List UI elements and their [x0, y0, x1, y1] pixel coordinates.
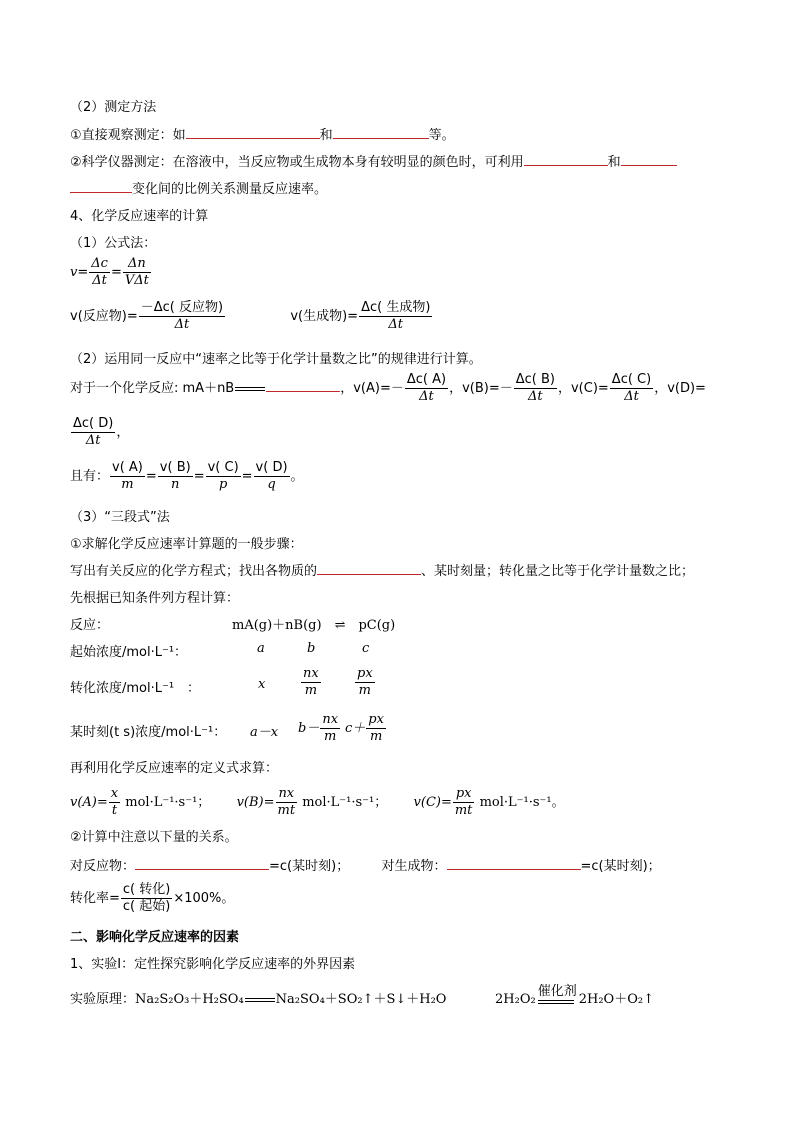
comma: ，: [116, 425, 130, 440]
method-1-suffix: 等。: [428, 128, 455, 143]
frac-react: [139, 300, 225, 333]
frac-num: x: [110, 786, 119, 801]
table-conv-px: [354, 666, 376, 699]
table-init-a: a: [257, 641, 265, 656]
v-prod-label: v(生成物)=: [290, 309, 359, 324]
frac-conversion: [121, 882, 172, 915]
unit: mol·L⁻¹·s⁻¹；: [125, 795, 211, 810]
table-t-b: [298, 712, 341, 745]
reactant-label: 对反应物：: [70, 859, 136, 874]
experiment-1-title: 1、实验Ⅰ：定性探究影响化学反应速率的外界因素: [70, 957, 356, 972]
section-4-title: 4、化学反应速率的计算: [70, 209, 209, 224]
v-react-label: v(反应物)=: [70, 309, 138, 324]
general-prefix: 对于一个化学反应: mA＋nB: [70, 381, 235, 396]
equation-2-right: 2H₂O＋O₂↑: [578, 992, 654, 1007]
frac-x-t: [109, 786, 120, 819]
equals: =: [77, 265, 89, 280]
frac-num: Δc( D): [73, 416, 114, 431]
frac-num: nx: [322, 712, 339, 727]
three-step-title: （3）“三段式”法: [70, 510, 170, 525]
method-1-and: 和: [319, 128, 333, 143]
three-step-2-prefix: 写出有关反应的化学方程式；找出各物质的: [70, 564, 318, 579]
method-1: [70, 124, 455, 143]
frac-prod: [359, 300, 432, 333]
frac-num: v( C): [207, 460, 239, 475]
vD-label: ，v(D)=: [654, 381, 706, 396]
frac-den: mt: [277, 803, 296, 818]
frac-den: Δt: [419, 389, 434, 404]
vB-label: ，v(B)=－: [449, 381, 513, 396]
ratio-equality: [70, 460, 304, 493]
frac-num: Δc( B): [515, 372, 555, 387]
three-step-3: 先根据已知条件列方程计算：: [70, 591, 240, 606]
frac-den: Δt: [388, 317, 404, 332]
frac-num: Δc( 生成物): [361, 300, 431, 315]
formula-title: （1）公式法：: [70, 236, 157, 251]
frac-den: m: [324, 729, 337, 744]
table-conv-x: x: [258, 677, 266, 692]
method-2-suffix: 变化间的比例关系测量反应速率。: [132, 182, 328, 197]
frac-dc-dt: [89, 256, 110, 289]
frac-num: Δn: [123, 256, 151, 273]
vB-eq: v(B)=: [236, 795, 275, 810]
equal-sign-double: [235, 387, 265, 391]
experiment-principle: [70, 988, 446, 1007]
frac-num: v( B): [159, 460, 191, 475]
product-suffix: =c(某时刻)；: [580, 859, 661, 874]
equals: =: [110, 265, 122, 280]
table-t-a: a－x: [250, 725, 279, 740]
frac-num: c( 转化): [122, 882, 171, 897]
vC-label: ，v(C)=: [557, 381, 609, 396]
v-symbol: v: [70, 265, 78, 280]
blank-8[interactable]: [135, 855, 269, 870]
blank-9[interactable]: [447, 855, 581, 870]
method-1-prefix: ①直接观察测定：如: [70, 128, 186, 143]
table-react-label: 反应：: [70, 618, 110, 633]
catalyst-label: 催化剂: [537, 983, 577, 999]
frac-den: VΔt: [124, 273, 149, 288]
formula-react-prod: [70, 300, 433, 333]
frac-A: [405, 372, 448, 405]
definition-formulas: [70, 786, 565, 819]
table-init-c: c: [362, 641, 370, 656]
unit-end: mol·L⁻¹·s⁻¹。: [479, 795, 565, 810]
c-plus: c＋: [345, 721, 366, 736]
blank-4[interactable]: [621, 151, 677, 166]
frac-den: Δt: [85, 433, 101, 448]
table-conv-nx: [300, 666, 322, 699]
vA-label: ，v(A)=－: [340, 381, 404, 396]
equation-2: [495, 983, 654, 1010]
three-step-1: ①求解化学反应速率计算题的一般步骤：: [70, 537, 303, 552]
frac-den: Δt: [174, 317, 190, 332]
b-minus: b－: [298, 721, 320, 736]
frac-nx-mt: [276, 786, 298, 819]
frac-px-mt: [453, 786, 475, 819]
formula-v: [70, 256, 152, 289]
frac-den: p: [218, 477, 228, 492]
frac-num: v( A): [112, 460, 143, 475]
equals: =: [241, 469, 253, 484]
frac-C: [610, 372, 653, 405]
reactant-suffix: =c(某时刻)；: [269, 859, 350, 874]
equation-2-left: 2H₂O₂: [495, 992, 536, 1007]
table-t-c: [345, 712, 387, 745]
blank-5[interactable]: [70, 178, 132, 193]
frac-B: [514, 372, 557, 405]
note-title: ②计算中注意以下量的关系。: [70, 830, 238, 845]
ratio-A: [110, 460, 145, 493]
frac-num: px: [357, 666, 373, 681]
ratio-title: （2）运用同一反应中“速率之比等于化学计量数之比”的规律进行计算。: [70, 352, 482, 367]
method-2-line-1: [70, 151, 677, 170]
frac-den: Δt: [528, 389, 543, 404]
frac-den: q: [267, 477, 276, 492]
frac-den: Δt: [92, 273, 107, 288]
vC-eq: v(C)=: [413, 795, 452, 810]
frac-num: Δc: [91, 256, 108, 271]
blank-7[interactable]: [317, 560, 421, 575]
conversion-rate: [70, 882, 234, 915]
equals: =: [145, 469, 157, 484]
table-conv-label: 转化浓度/mol·L⁻¹ ：: [70, 681, 201, 696]
method-title: （2）测定方法: [70, 100, 157, 115]
product-label: 对生成物：: [381, 859, 447, 874]
conversion-label: 转化率=: [70, 891, 120, 906]
definition-title: 再利用化学反应速率的定义式求算：: [70, 761, 279, 776]
period: 。: [290, 469, 304, 484]
general-reaction: [70, 372, 706, 405]
blank-1[interactable]: [186, 124, 320, 139]
method-2-prefix: ②科学仪器测定：在溶液中，当反应物或生成物本身有较明显的颜色时，可利用: [70, 155, 524, 170]
frac-den: m: [304, 683, 318, 698]
ratio-C: [206, 460, 241, 493]
times-100: ×100%。: [173, 891, 235, 906]
frac-num: Δc( A): [406, 372, 447, 387]
table-init-label: 起始浓度/mol·L⁻¹：: [70, 645, 188, 660]
frac-den: m: [358, 683, 371, 698]
frac-dn-vdt: [123, 256, 151, 289]
frac-den: m: [121, 477, 134, 492]
frac-num: nx: [276, 786, 298, 803]
vA-eq: v(A)=: [70, 795, 108, 810]
frac-num: nx: [303, 666, 319, 681]
equal-sign-double: [245, 998, 275, 1002]
blank-3[interactable]: [524, 151, 608, 166]
frac-den: n: [171, 477, 180, 492]
ratio-D: [254, 460, 290, 493]
frac-D: [71, 416, 115, 449]
unit: mol·L⁻¹·s⁻¹；: [302, 795, 388, 810]
blank-2[interactable]: [333, 124, 429, 139]
principle-label: 实验原理：: [70, 992, 136, 1007]
equals: =: [193, 469, 205, 484]
reactant-product-relation: [70, 855, 661, 874]
section-2-title: 二、影响化学反应速率的因素: [70, 930, 240, 945]
table-t-label: 某时刻(t s)浓度/mol·L⁻¹：: [70, 725, 227, 740]
catalyst-arrow: [538, 984, 577, 1004]
general-reaction-cont: [70, 416, 129, 449]
method-2-line-2: [70, 178, 327, 197]
frac-num: Δc( C): [611, 372, 652, 387]
frac-num: －Δc( 反应物): [140, 300, 224, 315]
frac-den: t: [111, 803, 118, 818]
frac-den: mt: [454, 803, 473, 818]
equation-1-left: Na₂S₂O₃＋H₂SO₄: [135, 992, 244, 1007]
blank-6[interactable]: [266, 377, 340, 392]
and-has-label: 且有：: [70, 469, 110, 484]
frac-den: m: [369, 729, 383, 744]
frac-num: v( D): [255, 460, 288, 475]
three-step-2: [70, 560, 694, 579]
table-equation: mA(g)＋nB(g) ⇌ pC(g): [232, 618, 396, 633]
frac-num: px: [368, 712, 384, 727]
frac-den: Δt: [624, 389, 639, 404]
frac-den: c( 起始): [122, 899, 171, 914]
frac-num: px: [453, 786, 475, 803]
three-step-2-suffix: 、某时刻量；转化量之比等于化学计量数之比；: [421, 564, 695, 579]
table-init-b: b: [307, 641, 316, 656]
equation-1-right: Na₂SO₄＋SO₂↑＋S↓＋H₂O: [275, 992, 447, 1007]
ratio-B: [158, 460, 193, 493]
method-2-and: 和: [607, 155, 621, 170]
